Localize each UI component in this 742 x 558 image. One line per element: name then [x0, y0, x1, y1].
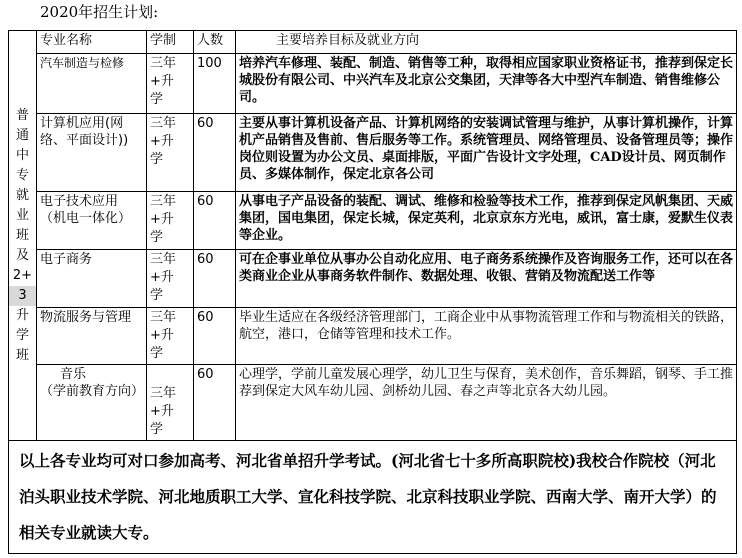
study-years: 三年 +升 学	[147, 250, 194, 308]
table-row	[9, 192, 737, 250]
table-row	[9, 250, 737, 308]
side-label: 普 通 中 专 就 业 班 及 2+ 3 升 学 班	[9, 31, 37, 441]
footer-note: 以上各专业均可对口参加高考、河北省单招升学考试。(河北省七十多所高职院校)我校合作院校（河北泊头职业技术学院、河北地质职工大学、宣化科技学院、北京科技职业学院、西南大学、南开大学）的相关专业就读大专。	[9, 441, 737, 554]
major-name: 汽车制造与检修	[37, 54, 147, 114]
header-major: 专业名称	[37, 31, 147, 54]
major-name: 电子技术应用（机电一体化）	[37, 192, 147, 250]
enroll-count: 60	[194, 192, 236, 250]
study-years: 三年 +升 学	[147, 365, 194, 441]
goal-text: 可在企事业单位从事办公自动化应用、电子商务系统操作及咨询服务工作，还可以在各类商业企业从事商务软件制作、数据处理、收银、营销及物流配送工作等	[236, 250, 737, 308]
header-goal: 主要培养目标及就业方向	[236, 31, 737, 54]
study-years: 三年 +升 学	[147, 192, 194, 250]
enroll-count: 100	[194, 54, 236, 114]
goal-text: 培养汽车修理、装配、制造、销售等工种，取得相应国家职业资格证书，推荐到保定长城股份有限公司、中兴汽车及北京公交集团，天津等各大中型汽车制造、销售维修公司。	[236, 54, 737, 114]
table-header-row	[9, 31, 737, 54]
enroll-count: 60	[194, 365, 236, 441]
enroll-count: 60	[194, 250, 236, 308]
enroll-count: 60	[194, 308, 236, 365]
page-title: 2020年招生计划:	[40, 3, 159, 21]
goal-text: 主要从事计算机设备产品、计算机网络的安装调试管理与维护，从事计算机操作，计算机产品销售及售前、售后服务等工作。系统管理员、网络管理员、设备管理员等；操作岗位则设置为办公文员、桌面排版，平面广告设计文字处理，CAD设计员、网页制作员、多媒体制作，保定北京各公司	[236, 114, 737, 192]
study-years: 三年 +升 学	[147, 54, 194, 114]
table-row	[9, 54, 737, 114]
enrollment-table	[8, 30, 737, 554]
header-years: 学制	[147, 31, 194, 54]
major-name: 物流服务与管理	[37, 308, 147, 365]
table-row	[9, 114, 737, 192]
footer-row	[9, 441, 737, 554]
major-name: 计算机应用(网络、平面设计))	[37, 114, 147, 192]
table-row	[9, 308, 737, 365]
study-years: 三年 +升 学	[147, 308, 194, 365]
table-row	[9, 365, 737, 441]
major-name: 音乐 （学前教育方向）	[37, 365, 147, 441]
goal-text: 从事电子产品设备的装配、调试、维修和检验等技术工作，推荐到保定风帆集团、天威集团，国电集团，保定长城，保定英利，北京京东方光电，威讯，富士康，爱默生仪表等企业。	[236, 192, 737, 250]
major-name: 电子商务	[37, 250, 147, 308]
enroll-count: 60	[194, 114, 236, 192]
study-years: 三年 +升 学	[147, 114, 194, 192]
header-count: 人数	[194, 31, 236, 54]
goal-text: 心理学，学前儿童发展心理学，幼儿卫生与保育，美术创作，音乐舞蹈，钢琴、手工推荐到保定大风车幼儿园、剑桥幼儿园、春之声等北京各大幼儿园。	[236, 365, 737, 441]
goal-text: 毕业生适应在各级经济管理部门，工商企业中从事物流管理工作和与物流相关的铁路，航空，港口，仓储等管理和技术工作。	[236, 308, 737, 365]
